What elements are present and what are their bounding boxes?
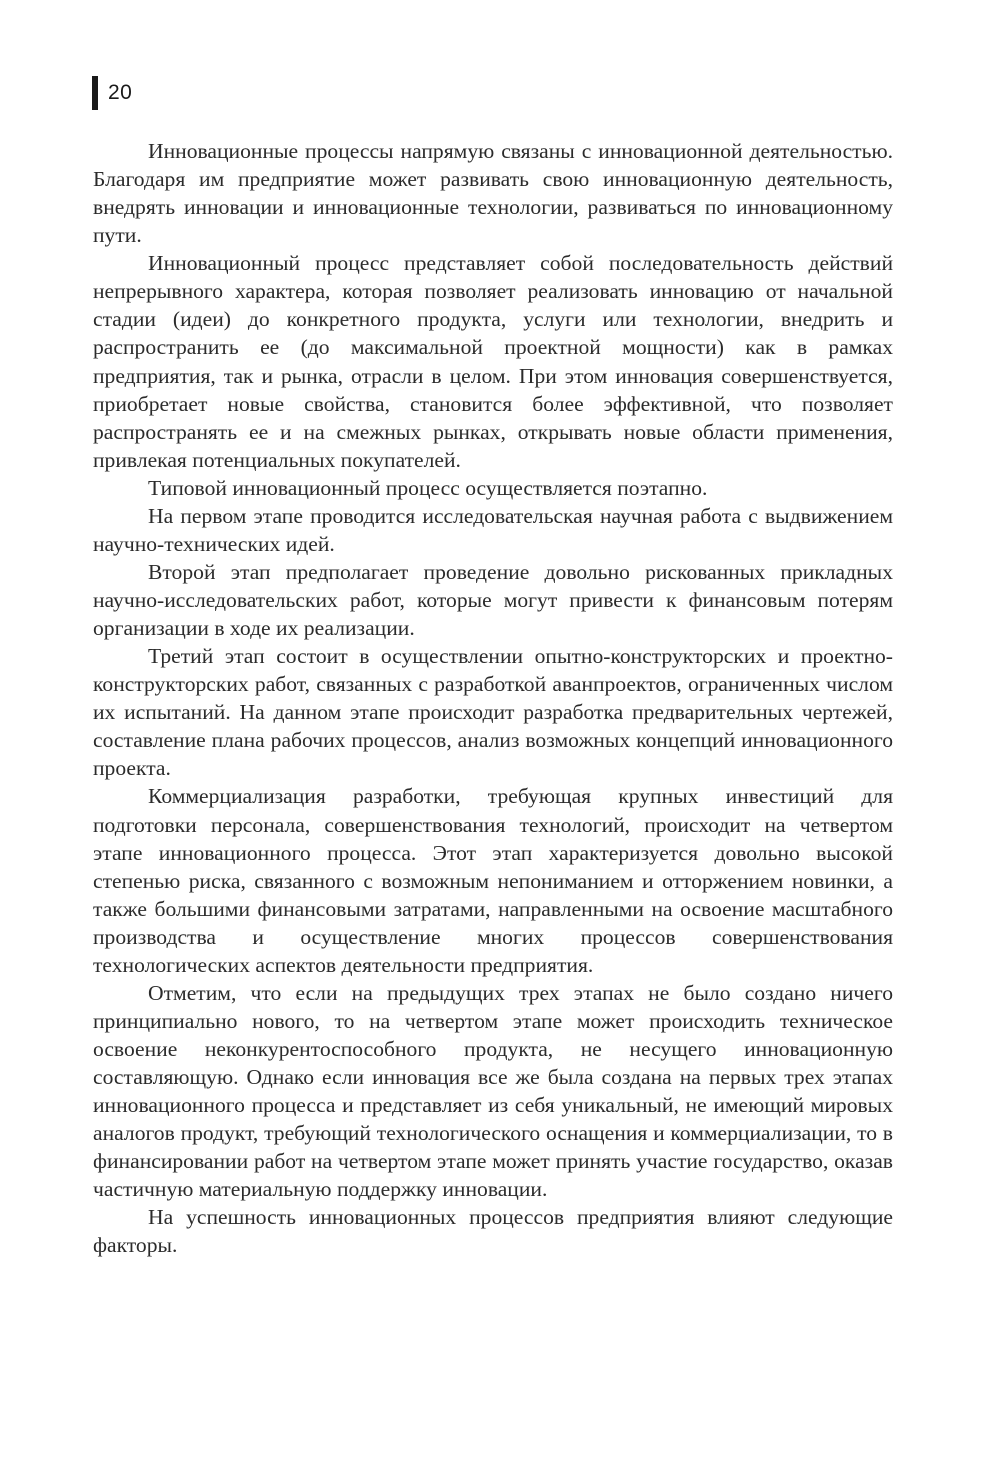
paragraph: Инновационные процессы напрямую связаны с инновационной деятельностью. Благодаря им предприятие может развивать свою инновационную деятельность, внедрять инновации и инновационные технологии, развиваться по инновационному пути.: [93, 139, 893, 248]
paragraph: Коммерциализация разработки, требующая крупных инвестиций для подготовки персонала, совершенствования технологий, происходит на четвертом этапе инновационного процесса. Этот этап характеризуется довольно высокой степенью риска, связанного с возможным непониманием и отторжением новинки, а также большими финансовыми затратами, направленными на освоение масштабного производства и осуществление многих процессов совершенствования технологических аспектов деятельности предприятия.: [93, 784, 893, 977]
paragraph: Типовой инновационный процесс осуществляется поэтапно.: [148, 475, 708, 500]
page-header: [92, 76, 132, 110]
paragraph: Второй этап предполагает проведение довольно рискованных прикладных научно-исследовательских работ, которые могут привести к финансовым потерям организации в ходе их реализации.: [93, 559, 893, 641]
paragraph: Отметим, что если на предыдущих трех этапах не было создано ничего принципиально нового, то на четвертом этапе может происходить техническое освоение неконкурентоспособного продукта, не несущего инновационную составляющую. Однако если инновация все же была создана на первых трех этапах инновационного процесса и представляет из себя уникальный, не имеющий мировых аналогов продукт, требующий технологического оснащения и коммерциализации, то в финансировании работ на четвертом этапе может принять участие государство, оказав частичную материальную поддержку инновации.: [93, 980, 893, 1202]
paragraph: На первом этапе проводится исследовательская научная работа с выдвижением научно-технических идей.: [93, 503, 893, 556]
page-number: 20: [108, 81, 133, 104]
header-bar: [92, 76, 98, 110]
paragraph: Третий этап состоит в осуществлении опытно-конструкторских и проектно-конструкторских работ, связанных с разработкой аванпроектов, ограниченных числом их испытаний. На данном этапе происходит разработка предварительных чертежей, составление плана рабочих процессов, анализ возможных концепций инновационного проекта.: [93, 644, 893, 781]
paragraph: Инновационный процесс представляет собой последовательность действий непрерывного характера, которая позволяет реализовать инновацию от начальной стадии (идеи) до конкретного продукта, услуги или технологии, внедрить и распространить ее (до максимальной проектной мощности) как в рамках предприятия, так и рынка, отрасли в целом. При этом инновация совершенствуется, приобретает новые свойства, становится более эффективной, что позволяет распространять ее и на смежных рынках, открывать новые области применения, привлекая потенциальных покупателей.: [93, 251, 893, 472]
paragraph: На успешность инновационных процессов предприятия влияют следующие факторы.: [93, 1205, 893, 1258]
body-text: [93, 137, 893, 1260]
